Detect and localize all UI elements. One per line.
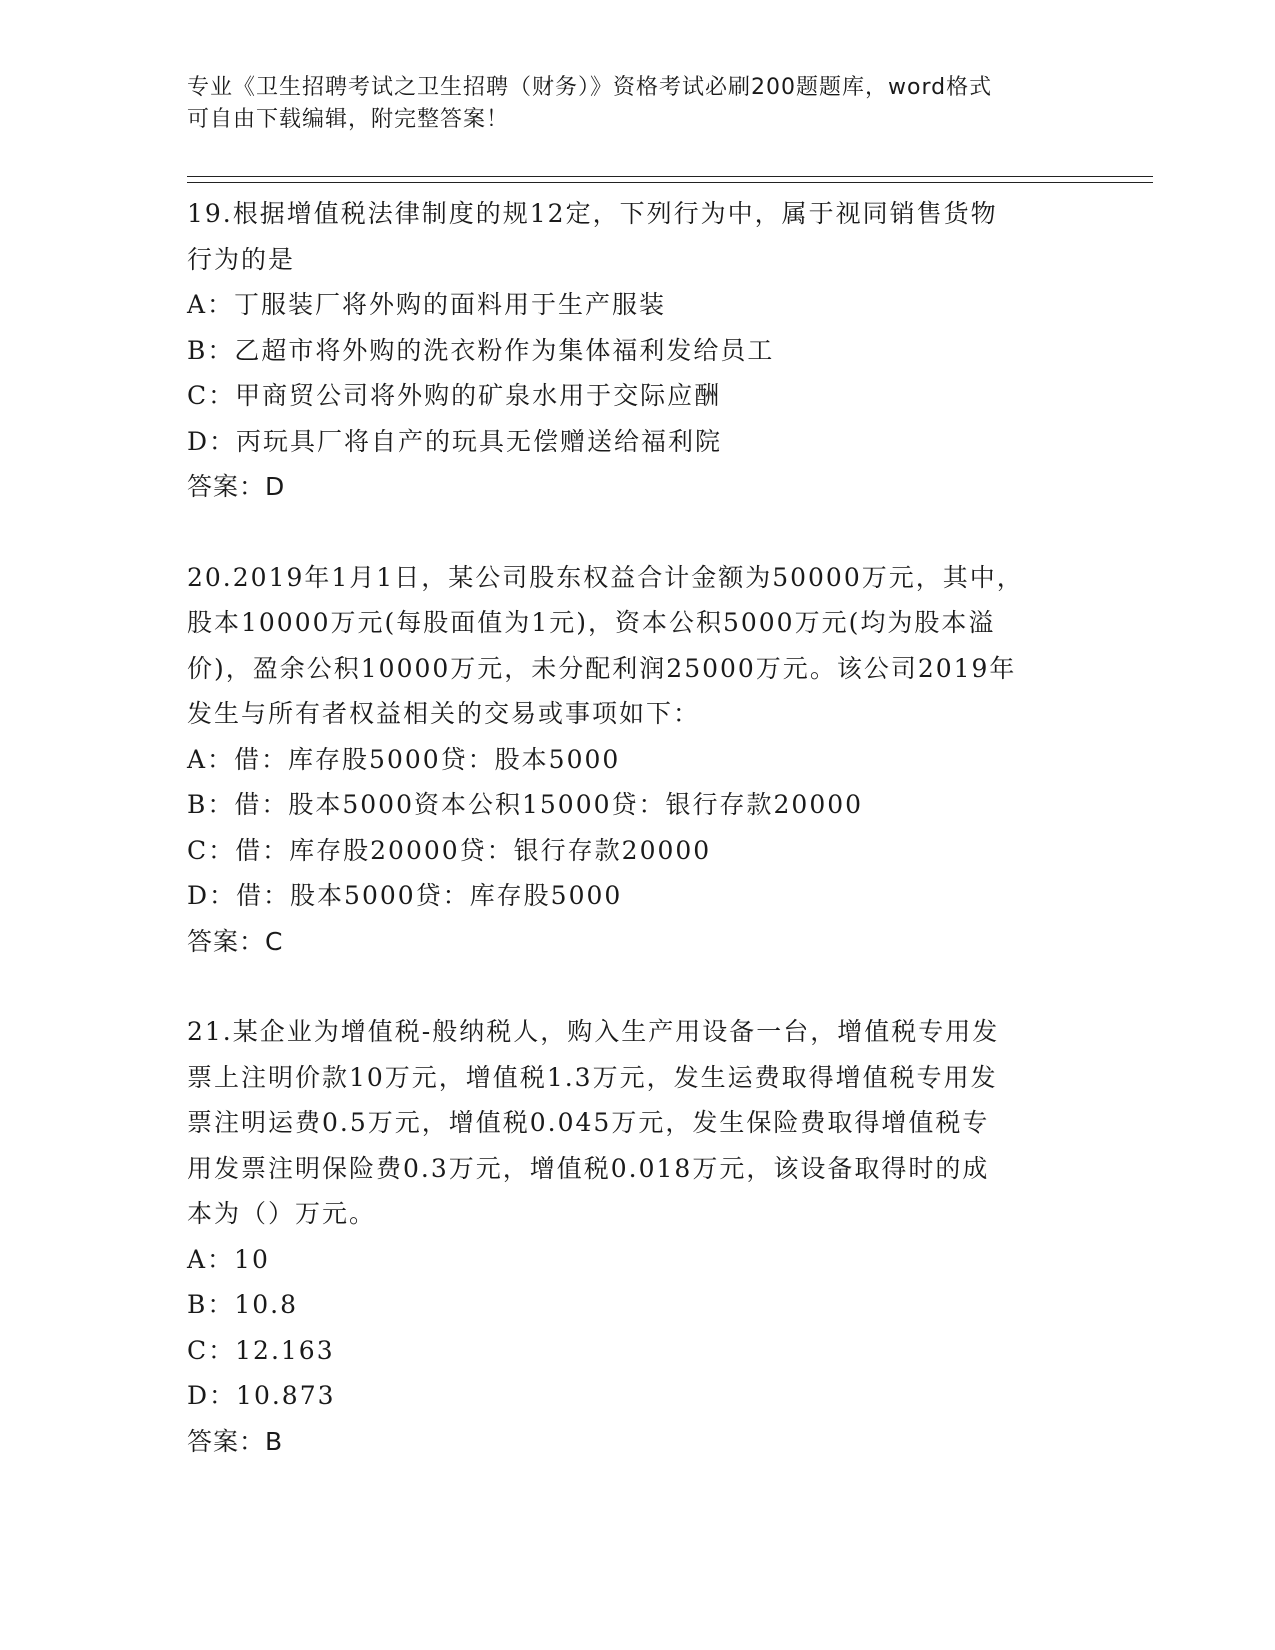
option-d: D：10.873	[187, 1381, 336, 1410]
question-text-line: 20.2019年1月1日，某公司股东权益合计金额为50000万元，其中，	[187, 562, 1024, 592]
answer: 答案：C	[187, 926, 284, 956]
question-text-line: 股本10000万元(每股面值为1元)，资本公积5000万元(均为股本溢	[187, 608, 996, 637]
question-gap	[187, 510, 1087, 555]
question-text-line: 行为的是	[187, 244, 296, 274]
option-c: C：12.163	[187, 1335, 335, 1365]
header-line-1: 专业《卫生招聘考试之卫生招聘（财务）》资格考试必刷200题题库，word格式	[187, 75, 993, 100]
option-d: D：借：股本5000贷：库存股5000	[187, 881, 623, 910]
option-a: A：丁服装厂将外购的面料用于生产服装	[187, 290, 667, 319]
option-d: D：丙玩具厂将自产的玩具无偿赠送给福利院	[187, 426, 723, 456]
option-a: A：借：库存股5000贷：股本5000	[187, 744, 621, 774]
option-b: B：借：股本5000资本公积15000贷：银行存款20000	[187, 790, 864, 819]
option-c: C：借：库存股20000贷：银行存款20000	[187, 835, 712, 865]
question-19	[187, 191, 1087, 510]
header-line-2: 可自由下载编辑，附完整答案！	[187, 107, 510, 132]
option-c: C：甲商贸公司将外购的矿泉水用于交际应酬	[187, 381, 722, 410]
option-b: B：10.8	[187, 1290, 299, 1319]
question-gap	[187, 964, 1087, 1009]
question-text-line: 票上注明价款10万元，增值税1.3万元，发生运费取得增值税专用发	[187, 1062, 998, 1092]
question-text-line: 价)，盈余公积10000万元，未分配利润25000万元。该公司2019年	[187, 653, 1017, 683]
question-text-line: 本为（）万元。	[187, 1199, 377, 1228]
answer: 答案：D	[187, 472, 286, 501]
question-text-line: 发生与所有者权益相关的交易或事项如下：	[187, 699, 701, 728]
question-text-line: 票注明运费0.5万元，增值税0.045万元，发生保险费取得增值税专	[187, 1108, 990, 1137]
header-rule-bottom	[187, 182, 1153, 183]
question-text-line: 21.某企业为增值税-般纳税人，购入生产用设备一台，增值税专用发	[187, 1017, 1000, 1046]
answer: 答案：B	[187, 1426, 284, 1456]
question-text-line: 用发票注明保险费0.3万元，增值税0.018万元，该设备取得时的成	[187, 1153, 990, 1183]
option-b: B：乙超市将外购的洗衣粉作为集体福利发给员工	[187, 335, 775, 365]
header-rule-top	[187, 176, 1153, 177]
question-list	[187, 191, 1087, 1464]
question-21	[187, 1009, 1087, 1464]
question-20	[187, 555, 1087, 965]
option-a: A：10	[187, 1244, 270, 1274]
document-header	[187, 72, 1067, 136]
question-text-line: 19.根据增值税法律制度的规12定，下列行为中，属于视同销售货物	[187, 199, 998, 228]
